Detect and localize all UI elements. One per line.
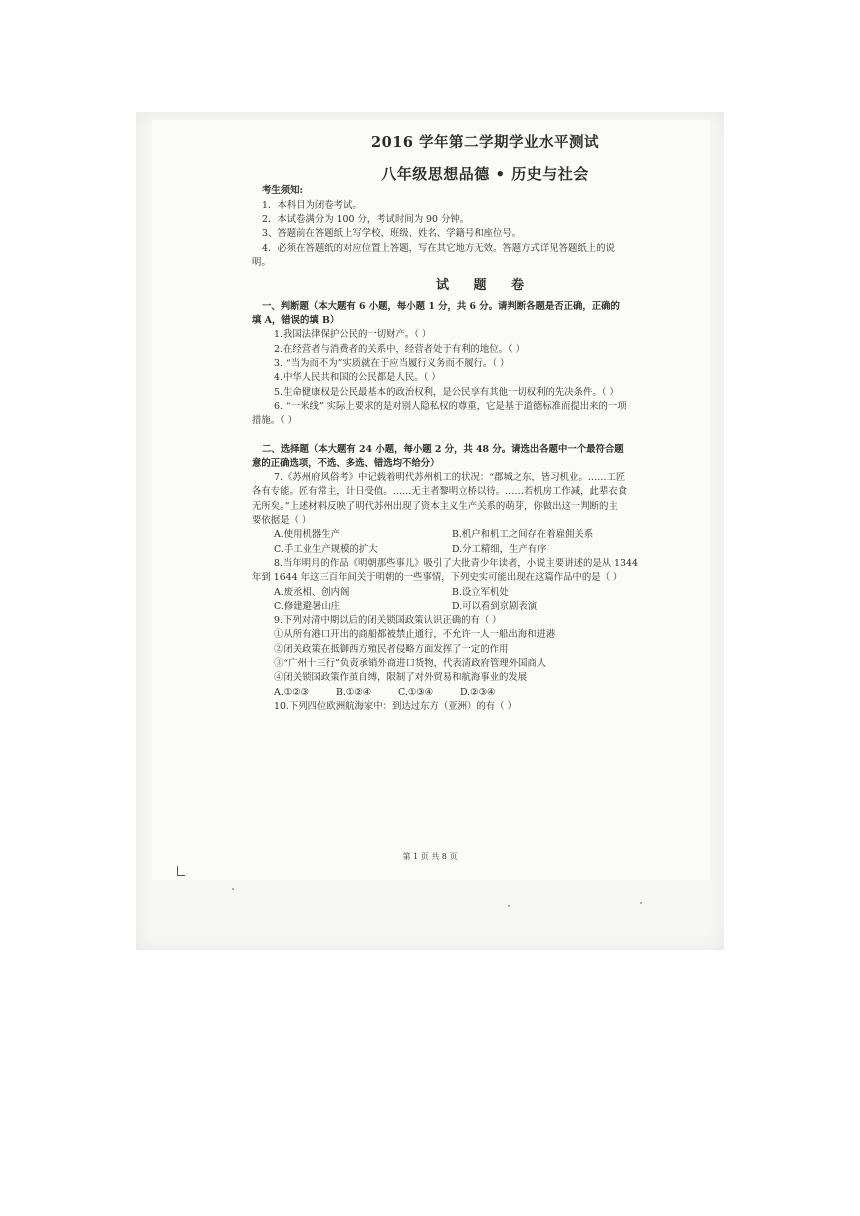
scan-speck [232, 888, 234, 890]
section-heading-continued: 意的正确选项，不选、多选、错选均不给分） [252, 457, 440, 469]
question-stem: 9.下列对清中期以后的闭关锁国政策认识正确的有（ ） [274, 615, 502, 627]
notice-item: 4．必须在答题纸的对应位置上答题，写在其它地方无效。答题方式详见答题纸上的说 [262, 242, 615, 254]
exam-title: 2016 学年第二学期学业水平测试 [371, 134, 599, 151]
statement: ③“广州十三行”负责承销外商进口货物，代表清政府管理外国商人 [274, 658, 547, 669]
paper-heading: 试 题 卷 [435, 278, 535, 294]
question-line: 各有专能。匠有常主，计日受值。……无主者黎明立桥以待。……若机房工作减，此辈衣食 [252, 486, 628, 498]
option-b: B.机户和机工之间存在着雇佣关系 [452, 529, 594, 541]
question: 5.生命健康权是公民最基本的政治权利，是公民享有其他一切权利的先决条件。（ ） [274, 386, 619, 398]
notice-block [252, 184, 682, 270]
question-line: 年到 1644 年这三百年间关于明朝的一些事情，下列史实可能出现在这篇作品中的是（ ） [252, 572, 623, 584]
notice-item-continued: 明。 [252, 256, 271, 268]
option-d: D.可以看到京剧表演 [452, 600, 538, 612]
exam-content [252, 134, 682, 714]
question-7 [252, 471, 682, 557]
question-line: 8.当年明月的作品《明朝那些事儿》吸引了大批青少年读者，小说主要讲述的是从 1344 [274, 557, 638, 569]
scan-speck [640, 902, 642, 904]
corner-mark [177, 866, 185, 876]
question-continued: 措施。（ ） [252, 415, 298, 427]
option-c: C.修建避暑山庄 [274, 600, 341, 612]
option-b: B.设立军机处 [452, 586, 509, 598]
options-row [252, 528, 682, 542]
options-row [252, 543, 682, 557]
section-judgement [252, 300, 682, 429]
scan-speck [508, 905, 510, 907]
options-row [252, 600, 682, 614]
option-a: A.①②③ [274, 686, 309, 698]
option-b: B.①②④ [336, 686, 372, 698]
question: 6. “一米线” 实际上要求的是对别人隐私权的尊重，它是基于道德标准而提出来的一项 [274, 400, 627, 412]
option-d: D.②③④ [460, 686, 496, 698]
statement: ④闭关锁国政策作茧自缚，限制了对外贸易和航海事业的发展 [274, 672, 528, 684]
exam-subject-title: 八年级思想品德 • 历史与社会 [381, 164, 589, 183]
question: 3. “当为而不为”实质就在于应当履行义务而不履行。（ ） [274, 358, 510, 370]
notice-item: 3、答题前在答题纸上写学校、班级、姓名、学籍号和座位号。 [262, 228, 522, 240]
question-8 [252, 557, 682, 614]
page-number: 第 1 页 共 8 页 [402, 852, 458, 861]
options-row [252, 586, 682, 600]
option-a: A.使用机器生产 [274, 529, 341, 541]
statement: ①从所有港口开出的商船都被禁止通行，不允许一人一船出海和进港 [274, 629, 556, 641]
option-c: C.①③④ [398, 686, 434, 698]
section-heading: 二、选择题（本大题有 24 小题，每小题 2 分，共 48 分。请选出各题中一个最符合题 [262, 443, 624, 455]
option-a: A.废丞相、创内阁 [274, 586, 350, 598]
notice-item: 1．本科目为闭卷考试。 [262, 199, 362, 211]
question-line: 7.《苏州府风俗考》中记载着明代苏州机工的状况：“郡城之东，皆习机业。……工匠 [274, 472, 626, 484]
statement: ②闭关政策在抵御西方殖民者侵略方面发挥了一定的作用 [274, 643, 509, 655]
notice-item: 2．本试卷满分为 100 分，考试时间为 90 分钟。 [262, 213, 470, 225]
section-choice [252, 443, 682, 715]
question-line: 无所矣。”上述材料反映了明代苏州出现了资本主义生产关系的萌芽，你做出这一判断的主 [252, 500, 618, 512]
option-d: D.分工精细，生产有序 [452, 543, 547, 555]
option-c: C.手工业生产规模的扩大 [274, 543, 378, 555]
question-9 [252, 614, 682, 700]
section-heading-continued: 填 A，错误的填 B） [252, 315, 340, 327]
question-line: 要依据是（ ） [252, 515, 312, 527]
notice-heading: 考生须知: [262, 185, 303, 197]
question-10 [252, 700, 682, 714]
section-heading: 一、判断题（本大题有 6 小题，每小题 1 分，共 6 分。请判断各题是否正确，正确的 [262, 300, 620, 312]
question: 1.我国法律保护公民的一切财产。（ ） [274, 329, 432, 341]
question: 4.中华人民共和国的公民都是人民。（ ） [274, 372, 441, 384]
question-stem: 10.下列四位欧洲航海家中：到达过东方（亚洲）的有（ ） [274, 700, 517, 712]
options-row [252, 686, 682, 700]
question: 2.在经营者与消费者的关系中，经营者处于有利的地位。（ ） [274, 343, 525, 355]
